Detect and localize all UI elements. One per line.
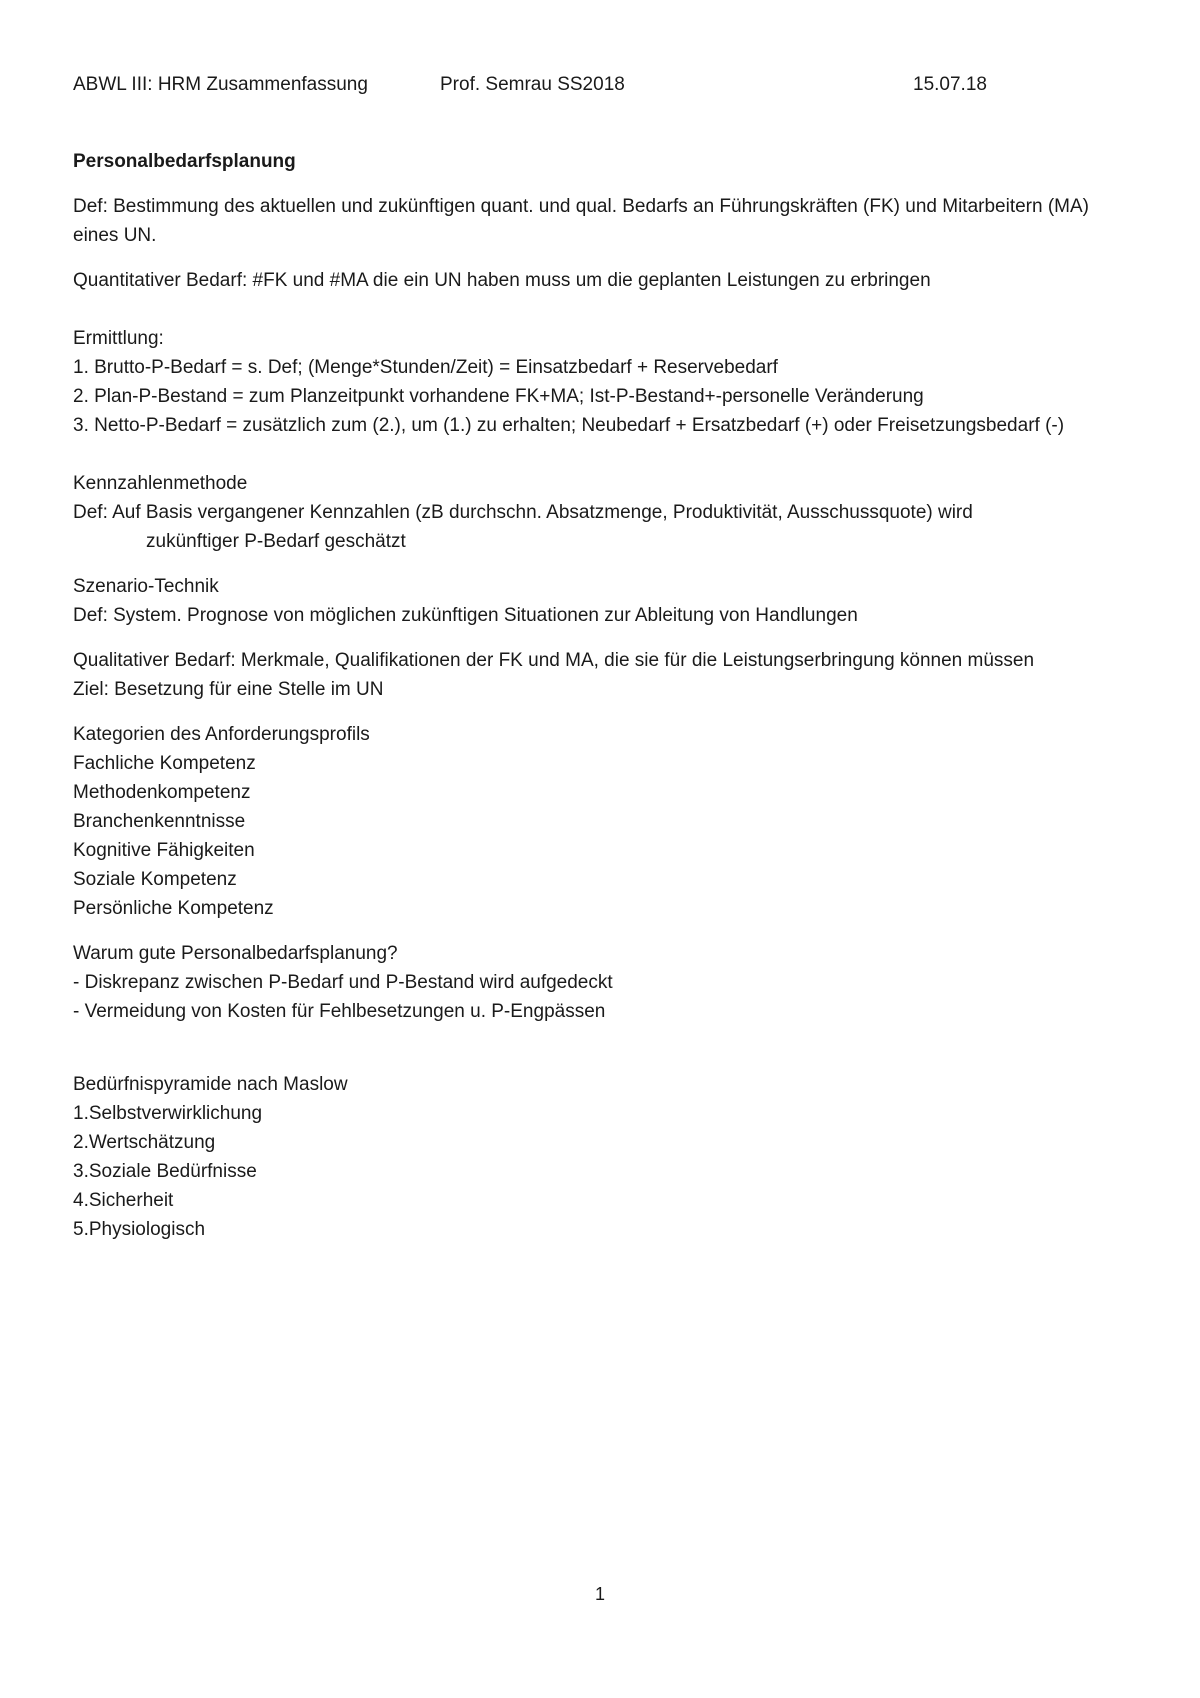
kennzahlen-definition: Def: Auf Basis vergangener Kennzahlen (zB durchschn. Absatzmenge, Produktivität, Ausschussquote) wird <box>73 502 973 523</box>
anforderungsprofil-heading: Kategorien des Anforderungsprofils <box>73 724 370 745</box>
definition-text: Def: Bestimmung des aktuellen und zukünftigen quant. und qual. Bedarfs an Führungskräften (FK) und Mitarbeitern (MA) eines UN. <box>73 196 1089 246</box>
ermittlung-item: 1. Brutto-P-Bedarf = s. Def; (Menge*Stunden/Zeit) = Einsatzbedarf + Reservebedarf <box>73 357 778 378</box>
warum-item: - Vermeidung von Kosten für Fehlbesetzungen u. P-Engpässen <box>73 1001 606 1022</box>
maslow-item: 3.Soziale Bedürfnisse <box>73 1161 257 1182</box>
maslow-item: 5.Physiologisch <box>73 1219 206 1240</box>
anforderungsprofil-item: Branchenkenntnisse <box>73 811 246 832</box>
anforderungsprofil-item: Kognitive Fähigkeiten <box>73 840 255 861</box>
warum-heading: Warum gute Personalbedarfsplanung? <box>73 943 398 964</box>
page-number: 1 <box>594 1584 605 1604</box>
anforderungsprofil-item: Methodenkompetenz <box>73 782 251 803</box>
ermittlung-item: 3. Netto-P-Bedarf = zusätzlich zum (2.), um (1.) zu erhalten; Neubedarf + Ersatzbedarf (+) oder Freisetzungsbedarf (-) <box>73 415 1065 436</box>
maslow-heading: Bedürfnispyramide nach Maslow <box>73 1074 348 1095</box>
section-title: Personalbedarfsplanung <box>73 151 296 172</box>
maslow-item: 4.Sicherheit <box>73 1190 174 1211</box>
qualitative-goal-text: Ziel: Besetzung für eine Stelle im UN <box>73 679 384 700</box>
maslow-item: 2.Wertschätzung <box>73 1132 216 1153</box>
kennzahlen-heading: Kennzahlenmethode <box>73 473 248 494</box>
header-date: 15.07.18 <box>913 74 987 95</box>
szenario-heading: Szenario-Technik <box>73 576 219 597</box>
kennzahlen-definition-continued: zukünftiger P-Bedarf geschätzt <box>146 531 406 552</box>
ermittlung-heading: Ermittlung: <box>73 328 164 349</box>
szenario-definition: Def: System. Prognose von möglichen zukünftigen Situationen zur Ableitung von Handlungen <box>73 605 858 626</box>
page-header <box>73 74 1173 102</box>
anforderungsprofil-item: Soziale Kompetenz <box>73 869 237 890</box>
maslow-item: 1.Selbstverwirklichung <box>73 1103 263 1124</box>
header-course-title: ABWL III: HRM Zusammenfassung <box>73 74 368 95</box>
warum-item: - Diskrepanz zwischen P-Bedarf und P-Bestand wird aufgedeckt <box>73 972 613 993</box>
page-content <box>73 147 1133 1244</box>
qualitative-demand-text: Qualitativer Bedarf: Merkmale, Qualifikationen der FK und MA, die sie für die Leistungserbringung können müssen <box>73 650 1035 671</box>
header-professor: Prof. Semrau SS2018 <box>440 74 625 95</box>
quantitative-demand-text: Quantitativer Bedarf: #FK und #MA die ein UN haben muss um die geplanten Leistungen zu erbringen <box>73 270 931 291</box>
anforderungsprofil-item: Persönliche Kompetenz <box>73 898 274 919</box>
ermittlung-item: 2. Plan-P-Bestand = zum Planzeitpunkt vorhandene FK+MA; Ist-P-Bestand+-personelle Veränderung <box>73 386 924 407</box>
anforderungsprofil-item: Fachliche Kompetenz <box>73 753 256 774</box>
